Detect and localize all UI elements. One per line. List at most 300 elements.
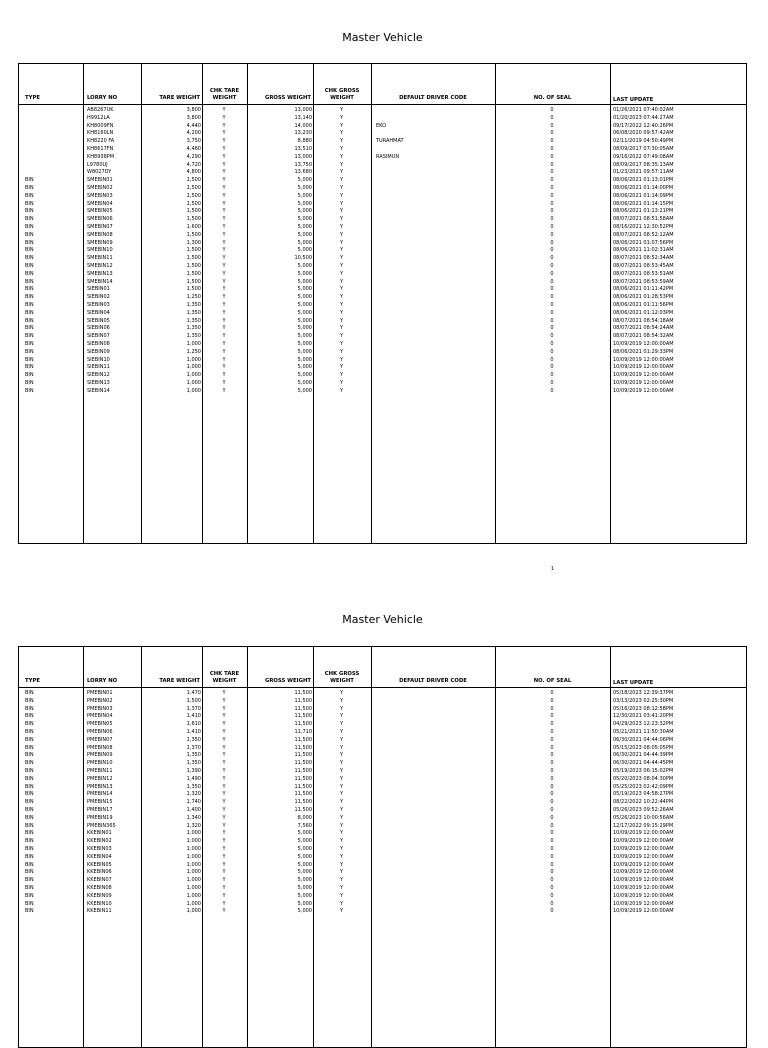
cell-tare-weight: 1,350 [186,752,201,759]
cell-type: BIN [25,270,34,277]
cell-no-of-seal: 0 [550,161,554,168]
cell-lorry-no: PMEBIN08 [87,744,113,751]
table-row [19,341,746,349]
table-row [19,318,746,326]
cell-last-update: 06/30/2021 04:44:06PM [613,736,674,743]
cell-type: BIN [25,177,34,184]
cell-type: BIN [25,705,34,712]
cell-last-update: 05/25/2023 02:42:09PM [613,783,674,790]
column-header-last-update [610,64,746,104]
cell-type: BIN [25,775,34,782]
cell-gross-weight: 5,000 [297,270,312,277]
cell-no-of-seal: 0 [550,846,554,852]
cell-last-update: 09/17/2022 12:40:26PM [613,122,674,129]
cell-tare-weight: 1,000 [186,846,201,852]
cell-gross-weight: 5,000 [297,200,312,207]
cell-last-update: 05/20/2023 08:04:30PM [613,775,674,782]
cell-last-update: 10/09/2019 12:00:00AM [613,900,674,907]
cell-gross-weight: 5,000 [297,830,312,837]
column-header-label: GROSS WEIGHT [265,94,311,101]
cell-gross-weight: 11,500 [294,775,312,782]
cell-no-of-seal: 0 [550,286,554,293]
cell-chk-gross-weight: Y [339,216,344,223]
cell-lorry-no: KKEBIN01 [87,830,112,837]
table-row [19,294,746,302]
cell-chk-tare-weight: Y [222,231,226,238]
column-header-type [19,64,83,104]
cell-tare-weight: 1,500 [186,270,201,277]
cell-chk-tare-weight: Y [222,768,226,774]
cell-last-update: 10/09/2019 12:00:00AM [613,892,674,899]
cell-no-of-seal: 0 [550,775,554,782]
cell-last-update: 08/07/2021 08:53:45AM [613,263,674,269]
cell-last-update: 10/09/2019 12:00:00AM [613,356,674,363]
cell-tare-weight: 1,500 [186,231,201,238]
column-header-no-of-seal [495,64,610,104]
cell-type: BIN [25,908,34,915]
cell-lorry-no: PMEBIN01 [87,690,113,696]
cell-last-update: 10/09/2019 12:00:00AM [613,372,674,379]
cell-type: BIN [25,814,34,821]
cell-gross-weight: 11,500 [294,697,312,704]
cell-last-update: 06/08/2020 09:57:42AM [613,130,674,137]
cell-type: BIN [25,892,34,899]
cell-last-update: 08/07/2021 08:54:18AM [613,317,674,324]
table-row [19,240,746,248]
cell-lorry-no: KKEBIN07 [87,877,112,884]
cell-tare-weight: 1,400 [186,807,201,813]
cell-last-update: 01/26/2021 07:40:02AM [613,107,674,113]
cell-chk-gross-weight: Y [339,760,344,767]
cell-type: BIN [25,697,34,704]
column-header-label: LAST UPDATE [613,679,654,686]
cell-type: BIN [25,721,34,728]
cell-no-of-seal: 0 [550,814,554,821]
table-row [19,325,746,333]
cell-last-update: 05/16/2023 08:12:58PM [613,705,674,712]
cell-last-update: 08/06/2021 01:12:03PM [613,309,674,316]
cell-lorry-no: SIEBIN01 [87,286,110,293]
cell-no-of-seal: 0 [550,317,554,324]
cell-chk-tare-weight: Y [222,192,226,199]
cell-chk-gross-weight: Y [339,705,344,712]
cell-default-driver-code: TURAHMAT [376,138,404,145]
table-row [19,784,746,792]
cell-lorry-no: KKEBIN03 [87,846,112,852]
cell-tare-weight: 1,350 [186,760,201,767]
cell-gross-weight: 5,000 [297,869,312,876]
cell-gross-weight: 11,500 [294,705,312,712]
cell-chk-gross-weight: Y [339,161,344,168]
cell-type: BIN [25,286,34,293]
cell-chk-gross-weight: Y [339,690,344,696]
table-row [19,372,746,380]
cell-no-of-seal: 0 [550,302,554,308]
column-divider [83,647,84,1047]
cell-tare-weight: 1,500 [186,697,201,704]
cell-lorry-no: PMEBIN09 [87,752,113,759]
cell-tare-weight: 1,490 [186,775,201,782]
table-row [19,349,746,357]
cell-tare-weight: 1,370 [186,744,201,751]
cell-tare-weight: 1,000 [186,380,201,386]
table-row [19,357,746,365]
column-header-chk-gross-weight [313,647,371,687]
cell-no-of-seal: 0 [550,697,554,704]
cell-chk-tare-weight: Y [222,122,226,129]
cell-chk-gross-weight: Y [339,255,344,262]
column-divider [495,647,496,1047]
column-header-label: LORRY NO [87,677,118,684]
page-title: Master Vehicle [342,31,423,44]
cell-lorry-no: KKEBIN11 [87,908,112,915]
column-header-type [19,647,83,687]
table-row [19,721,746,729]
cell-gross-weight: 13,140 [294,114,312,121]
cell-chk-gross-weight: Y [339,169,344,176]
cell-last-update: 05/19/2023 04:58:27PM [613,791,674,798]
cell-tare-weight: 4,460 [186,146,201,152]
cell-lorry-no: SIEBIN06 [87,325,110,332]
cell-chk-gross-weight: Y [339,325,344,332]
cell-gross-weight: 5,000 [297,325,312,332]
table-row [19,729,746,737]
cell-chk-tare-weight: Y [222,705,226,712]
cell-chk-tare-weight: Y [222,775,226,782]
cell-lorry-no: SMEBIN13 [87,270,113,277]
cell-tare-weight: 1,500 [186,278,201,285]
cell-last-update: 08/06/2021 01:11:56PM [613,302,674,308]
cell-no-of-seal: 0 [550,807,554,813]
cell-tare-weight: 4,720 [186,161,201,168]
cell-no-of-seal: 0 [550,822,554,829]
cell-tare-weight: 3,800 [186,114,201,121]
cell-lorry-no: KKEBIN09 [87,892,112,899]
cell-last-update: 08/06/2021 01:14:15PM [613,200,674,207]
cell-type: BIN [25,713,34,720]
column-divider [247,647,248,1047]
table-row [19,823,746,831]
cell-lorry-no: SMEBIN10 [87,247,113,254]
cell-gross-weight: 5,000 [297,239,312,246]
cell-chk-gross-weight: Y [339,861,344,868]
cell-chk-tare-weight: Y [222,130,226,137]
cell-tare-weight: 1,000 [186,364,201,371]
cell-chk-tare-weight: Y [222,783,226,790]
cell-no-of-seal: 0 [550,208,554,215]
cell-type: BIN [25,744,34,751]
cell-lorry-no: PMEBIN14 [87,791,113,798]
cell-chk-tare-weight: Y [222,294,226,301]
cell-chk-tare-weight: Y [222,713,226,720]
cell-type: BIN [25,341,34,347]
table-row [19,255,746,263]
cell-last-update: 08/07/2021 08:53:59AM [613,278,674,285]
table-row [19,123,746,131]
cell-type: BIN [25,302,34,308]
table-row [19,224,746,232]
cell-type: BIN [25,760,34,767]
cell-no-of-seal: 0 [550,783,554,790]
cell-chk-tare-weight: Y [222,200,226,207]
cell-last-update: 10/09/2019 12:00:00AM [613,364,674,371]
cell-chk-gross-weight: Y [339,744,344,751]
cell-no-of-seal: 0 [550,138,554,145]
cell-chk-gross-weight: Y [339,278,344,285]
cell-chk-tare-weight: Y [222,325,226,332]
cell-last-update: 08/06/2021 01:07:56PM [613,239,674,246]
column-divider [495,64,496,543]
cell-chk-tare-weight: Y [222,107,226,113]
cell-type: BIN [25,263,34,269]
cell-chk-gross-weight: Y [339,185,344,191]
cell-gross-weight: 5,000 [297,309,312,316]
cell-chk-gross-weight: Y [339,270,344,277]
cell-gross-weight: 5,000 [297,861,312,868]
table-row [19,768,746,776]
cell-last-update: 08/07/2021 08:52:34AM [613,255,674,262]
cell-type: BIN [25,216,34,223]
cell-lorry-no: PMEBIN15 [87,799,113,806]
cell-gross-weight: 5,000 [297,838,312,845]
cell-last-update: 08/06/2021 11:02:31AM [613,247,674,254]
cell-tare-weight: 1,600 [186,224,201,230]
cell-type: BIN [25,294,34,301]
cell-last-update: 06/30/2021 04:44:39PM [613,752,674,759]
cell-chk-gross-weight: Y [339,356,344,363]
cell-gross-weight: 11,500 [294,752,312,759]
cell-chk-tare-weight: Y [222,853,226,860]
cell-no-of-seal: 0 [550,380,554,386]
cell-type: BIN [25,799,34,806]
cell-chk-tare-weight: Y [222,161,226,168]
table-row [19,333,746,341]
cell-tare-weight: 1,350 [186,302,201,308]
cell-last-update: 08/07/2021 08:53:51AM [613,270,674,277]
column-header-default-driver-code [371,647,495,687]
cell-type: BIN [25,846,34,852]
cell-lorry-no: SIEBIN02 [87,294,110,301]
cell-tare-weight: 3,750 [186,138,201,145]
cell-no-of-seal: 0 [550,364,554,371]
cell-chk-tare-weight: Y [222,908,226,915]
cell-chk-tare-weight: Y [222,114,226,121]
cell-lorry-no: SMEBIN14 [87,278,113,285]
cell-lorry-no: PMEBIN03 [87,705,113,712]
cell-gross-weight: 11,500 [294,768,312,774]
cell-chk-gross-weight: Y [339,231,344,238]
table-row [19,799,746,807]
cell-no-of-seal: 0 [550,247,554,254]
cell-chk-gross-weight: Y [339,309,344,316]
column-divider [141,64,142,543]
cell-no-of-seal: 0 [550,278,554,285]
cell-chk-tare-weight: Y [222,752,226,759]
table-row [19,807,746,815]
cell-chk-tare-weight: Y [222,721,226,728]
cell-tare-weight: 1,350 [186,309,201,316]
cell-last-update: 01/23/2021 09:57:11AM [613,169,674,176]
cell-chk-tare-weight: Y [222,846,226,852]
cell-no-of-seal: 0 [550,185,554,191]
cell-chk-gross-weight: Y [339,885,344,891]
cell-tare-weight: 1,000 [186,830,201,837]
cell-gross-weight: 11,500 [294,791,312,798]
cell-type: BIN [25,348,34,355]
cell-lorry-no: KKEBIN05 [87,861,112,868]
cell-chk-gross-weight: Y [339,239,344,246]
table-row [19,846,746,854]
cell-lorry-no: SMEBIN09 [87,239,113,246]
cell-chk-tare-weight: Y [222,247,226,254]
cell-chk-gross-weight: Y [339,380,344,386]
cell-lorry-no: SIEBIN12 [87,372,110,379]
cell-chk-gross-weight: Y [339,107,344,113]
cell-lorry-no: KH8009FN [87,122,114,129]
cell-lorry-no: KH8938PM [87,153,115,160]
cell-chk-tare-weight: Y [222,270,226,277]
cell-last-update: 08/16/2021 12:30:52PM [613,224,674,230]
cell-gross-weight: 11,500 [294,736,312,743]
cell-chk-tare-weight: Y [222,807,226,813]
table-row [19,908,746,916]
table-row [19,138,746,146]
column-header-label: TYPE [25,94,40,101]
cell-last-update: 05/15/2023 08:05:05PM [613,744,674,751]
cell-tare-weight: 1,000 [186,356,201,363]
column-header-label: GROSS WEIGHT [265,677,311,684]
cell-no-of-seal: 0 [550,107,554,113]
cell-last-update: 08/07/2021 08:54:24AM [613,325,674,332]
cell-chk-tare-weight: Y [222,838,226,845]
cell-lorry-no: PMEBIN10 [87,760,113,767]
cell-tare-weight: 1,000 [186,341,201,347]
cell-last-update: 06/30/2021 04:44:45PM [613,760,674,767]
cell-gross-weight: 5,000 [297,846,312,852]
cell-tare-weight: 1,390 [186,768,201,774]
cell-gross-weight: 11,710 [294,729,312,735]
cell-chk-gross-weight: Y [339,791,344,798]
column-header-label: LORRY NO [87,94,118,101]
cell-gross-weight: 11,500 [294,783,312,790]
cell-no-of-seal: 0 [550,325,554,332]
cell-no-of-seal: 0 [550,830,554,837]
cell-chk-tare-weight: Y [222,372,226,379]
cell-type: BIN [25,838,34,845]
column-divider [202,647,203,1047]
cell-tare-weight: 1,500 [186,177,201,184]
cell-chk-gross-weight: Y [339,130,344,137]
cell-lorry-no: SIEBIN13 [87,380,110,386]
cell-type: BIN [25,255,34,262]
cell-chk-tare-weight: Y [222,356,226,363]
cell-tare-weight: 1,000 [186,838,201,845]
cell-last-update: 09/16/2022 07:49:08AM [613,153,674,160]
cell-gross-weight: 11,500 [294,713,312,720]
column-header-label: CHK TARE WEIGHT [209,88,240,101]
cell-no-of-seal: 0 [550,114,554,121]
cell-tare-weight: 1,000 [186,892,201,899]
table-row [19,838,746,846]
cell-type: BIN [25,192,34,199]
cell-lorry-no: PMEBIN365 [87,822,116,829]
column-divider [83,64,84,543]
cell-chk-tare-weight: Y [222,278,226,285]
column-header-label: TYPE [25,677,40,684]
table-row [19,854,746,862]
cell-no-of-seal: 0 [550,690,554,696]
cell-no-of-seal: 0 [550,892,554,899]
cell-tare-weight: 4,200 [186,130,201,137]
cell-chk-gross-weight: Y [339,286,344,293]
cell-gross-weight: 13,750 [294,161,312,168]
cell-tare-weight: 1,320 [186,822,201,829]
cell-lorry-no: KH8617FN [87,146,114,152]
table-row [19,208,746,216]
cell-tare-weight: 1,250 [186,348,201,355]
cell-lorry-no: SIEBIN04 [87,309,110,316]
column-header-label: CHK TARE WEIGHT [209,671,240,684]
cell-chk-gross-weight: Y [339,294,344,301]
cell-last-update: 02/11/2019 04:50:49PM [613,138,674,145]
cell-lorry-no: AB8267UK [87,107,114,113]
table-row [19,271,746,279]
cell-chk-tare-weight: Y [222,760,226,767]
cell-tare-weight: 1,370 [186,705,201,712]
cell-gross-weight: 5,000 [297,380,312,386]
cell-tare-weight: 1,320 [186,791,201,798]
cell-tare-weight: 1,350 [186,333,201,340]
cell-chk-gross-weight: Y [339,736,344,743]
cell-tare-weight: 1,500 [186,185,201,191]
column-divider [313,64,314,543]
cell-no-of-seal: 0 [550,263,554,269]
cell-chk-gross-weight: Y [339,697,344,704]
cell-chk-tare-weight: Y [222,736,226,743]
cell-chk-gross-weight: Y [339,799,344,806]
cell-lorry-no: H9912LA [87,114,110,121]
cell-chk-gross-weight: Y [339,768,344,774]
cell-chk-tare-weight: Y [222,830,226,837]
cell-last-update: 04/29/2023 12:23:32PM [613,721,674,728]
cell-gross-weight: 13,000 [294,153,312,160]
cell-no-of-seal: 0 [550,130,554,137]
cell-last-update: 10/09/2019 12:00:00AM [613,908,674,915]
cell-chk-tare-weight: Y [222,348,226,355]
cell-no-of-seal: 0 [550,294,554,301]
cell-tare-weight: 1,500 [186,286,201,293]
cell-tare-weight: 1,500 [186,255,201,262]
cell-no-of-seal: 0 [550,177,554,184]
cell-gross-weight: 13,000 [294,107,312,113]
cell-gross-weight: 5,000 [297,192,312,199]
table-row [19,154,746,162]
cell-chk-tare-weight: Y [222,146,226,152]
cell-no-of-seal: 0 [550,387,554,394]
cell-last-update: 05/26/2023 09:52:26AM [613,807,674,813]
table-row [19,216,746,224]
cell-lorry-no: SIEBIN14 [87,387,110,394]
table-row [19,247,746,255]
cell-chk-gross-weight: Y [339,317,344,324]
cell-chk-gross-weight: Y [339,900,344,907]
cell-chk-gross-weight: Y [339,263,344,269]
cell-gross-weight: 11,500 [294,744,312,751]
cell-chk-tare-weight: Y [222,309,226,316]
cell-chk-tare-weight: Y [222,153,226,160]
table-row [19,713,746,721]
table-row [19,791,746,799]
